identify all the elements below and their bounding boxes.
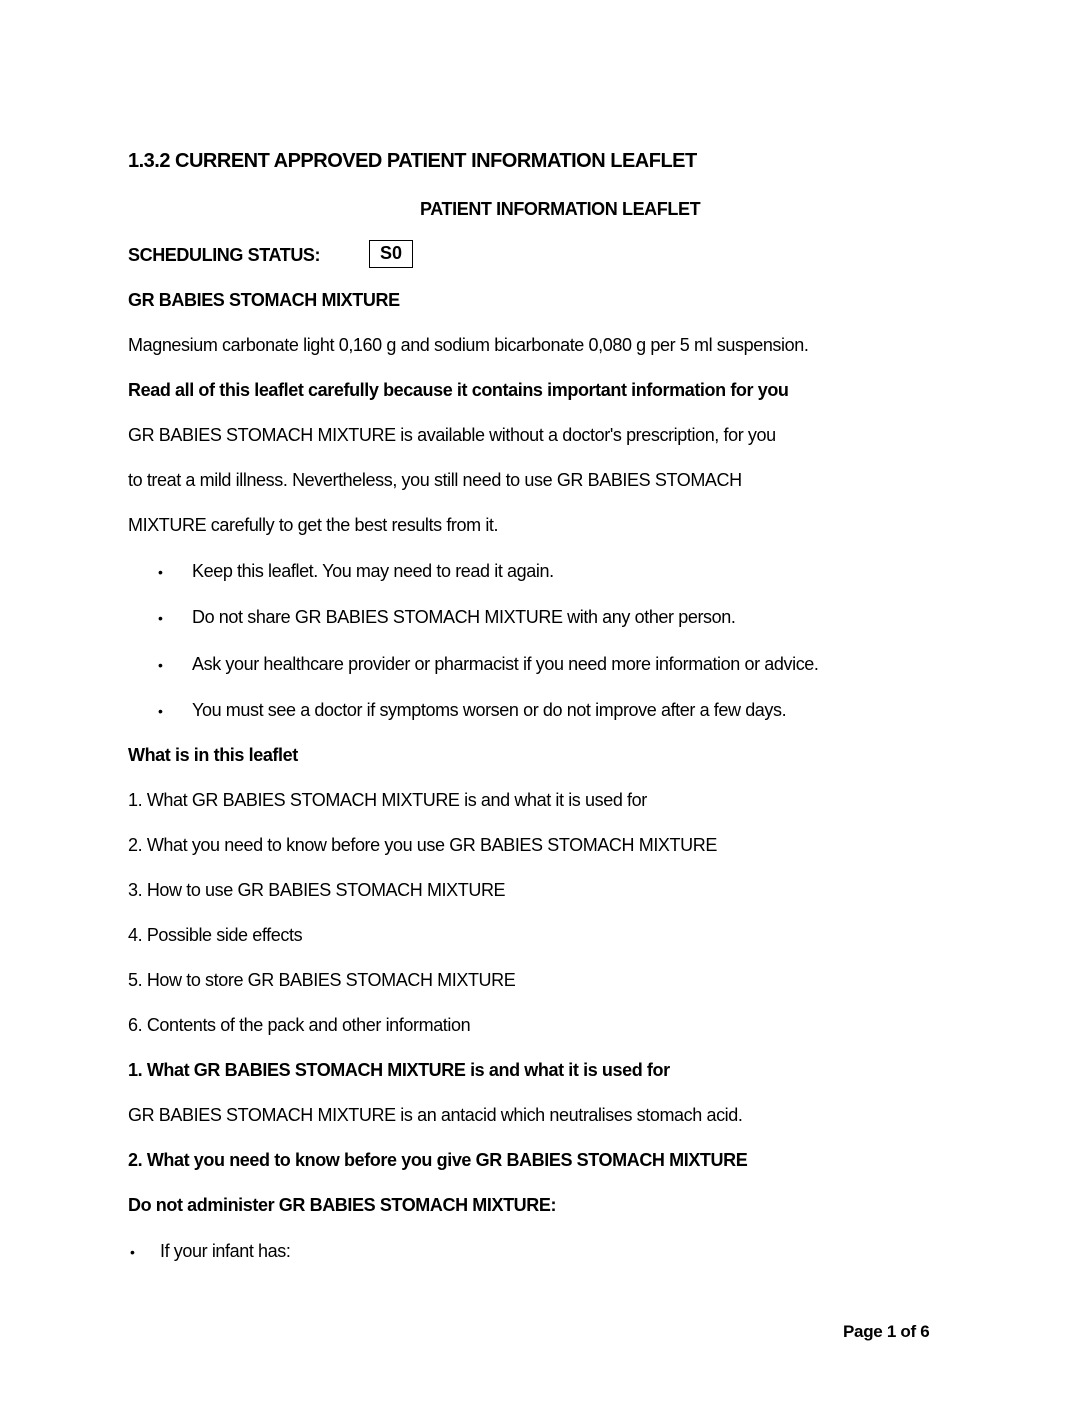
intro-line: to treat a mild illness. Nevertheless, you still need to use GR BABIES STOMACH (128, 470, 742, 490)
section2-heading: 2. What you need to know before you give GR BABIES STOMACH MIXTURE (128, 1150, 748, 1170)
advice-item: Ask your healthcare provider or pharmacist if you need more information or advice. (192, 654, 819, 674)
do-not-heading: Do not administer GR BABIES STOMACH MIXTURE: (128, 1195, 557, 1215)
product-name: GR BABIES STOMACH MIXTURE (128, 290, 400, 310)
bullet-icon: • (158, 564, 163, 580)
scheduling-status-badge: S0 (369, 240, 413, 268)
bullet-icon: • (158, 610, 163, 626)
contents-item: 1. What GR BABIES STOMACH MIXTURE is and what it is used for (128, 790, 647, 810)
intro-line: GR BABIES STOMACH MIXTURE is available without a doctor's prescription, for you (128, 425, 776, 445)
intro-line: MIXTURE carefully to get the best results from it. (128, 515, 499, 535)
contents-item: 4. Possible side effects (128, 925, 303, 945)
advice-item: Do not share GR BABIES STOMACH MIXTURE with any other person. (192, 607, 736, 627)
contents-item: 2. What you need to know before you use GR BABIES STOMACH MIXTURE (128, 835, 717, 855)
section1-text: GR BABIES STOMACH MIXTURE is an antacid which neutralises stomach acid. (128, 1105, 743, 1125)
scheduling-status-label: SCHEDULING STATUS: (128, 245, 321, 265)
section-heading: 1.3.2 CURRENT APPROVED PATIENT INFORMATION LEAFLET (128, 150, 697, 172)
contents-item: 3. How to use GR BABIES STOMACH MIXTURE (128, 880, 506, 900)
composition-text: Magnesium carbonate light 0,160 g and sodium bicarbonate 0,080 g per 5 ml suspension. (128, 335, 809, 355)
section1-heading: 1. What GR BABIES STOMACH MIXTURE is and what it is used for (128, 1060, 670, 1080)
contents-item: 5. How to store GR BABIES STOMACH MIXTURE (128, 970, 516, 990)
contents-heading: What is in this leaflet (128, 745, 298, 765)
read-all-heading: Read all of this leaflet carefully because it contains important information for you (128, 380, 789, 400)
do-not-item: If your infant has: (160, 1241, 291, 1261)
bullet-icon: • (130, 1244, 135, 1260)
document-title: PATIENT INFORMATION LEAFLET (420, 199, 701, 219)
page-number: Page 1 of 6 (843, 1322, 930, 1341)
contents-item: 6. Contents of the pack and other information (128, 1015, 471, 1035)
bullet-icon: • (158, 657, 163, 673)
advice-item: Keep this leaflet. You may need to read it again. (192, 561, 554, 581)
advice-item: You must see a doctor if symptoms worsen or do not improve after a few days. (192, 700, 787, 720)
bullet-icon: • (158, 703, 163, 719)
